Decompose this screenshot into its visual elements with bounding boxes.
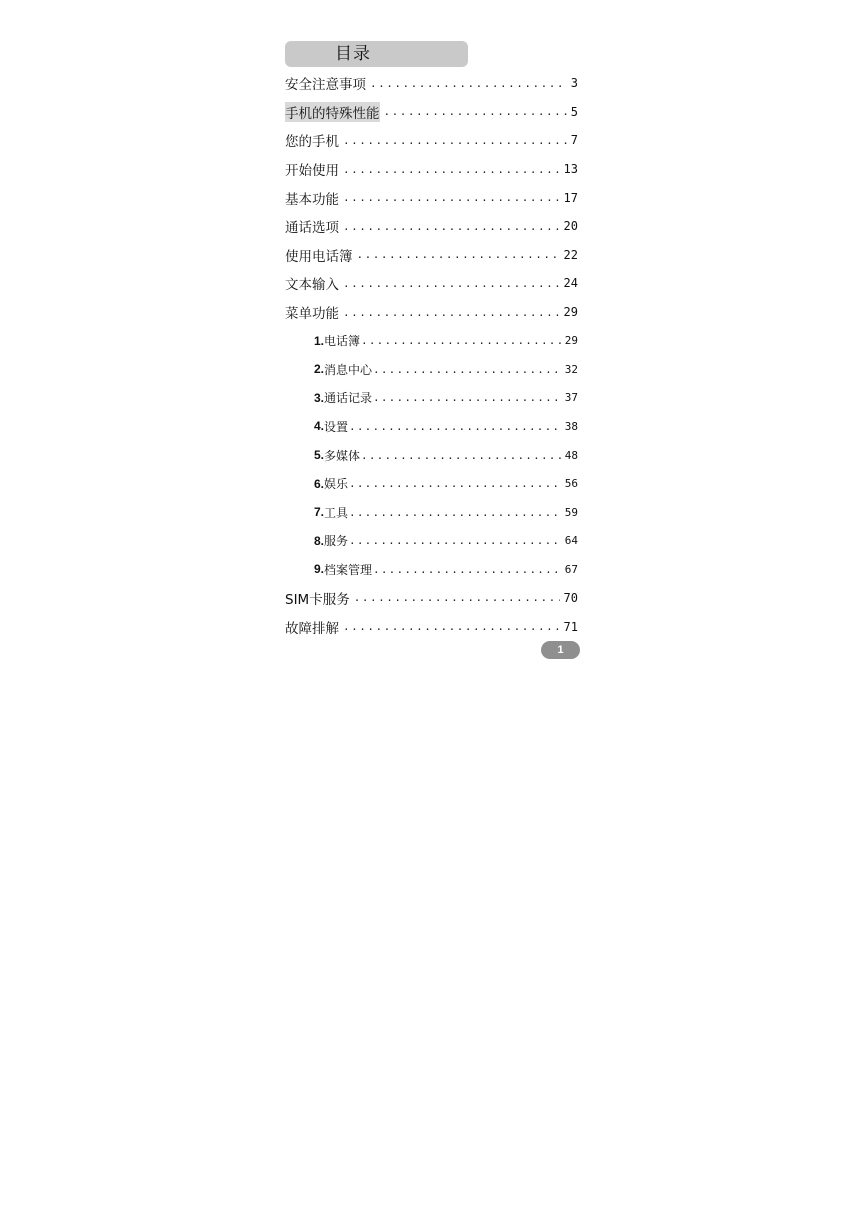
- dot-leader: [349, 534, 561, 547]
- toc-subentry-number: 5.: [314, 448, 325, 463]
- toc-subentry[interactable]: [285, 326, 578, 355]
- toc-subentry-title: 档案管理: [324, 562, 373, 577]
- toc-entry-title: 使用电话簿: [285, 248, 353, 265]
- dot-leader: [343, 277, 560, 290]
- toc-entry[interactable]: [285, 155, 578, 184]
- toc-entry-title: 安全注意事项: [285, 77, 366, 94]
- toc-entry-title: 菜单功能: [285, 306, 339, 323]
- toc-subentry-title: 消息中心: [324, 362, 373, 377]
- toc-subentry-number: 3.: [314, 390, 325, 405]
- dot-leader: [361, 449, 561, 462]
- toc-entry[interactable]: [285, 298, 578, 327]
- toc-entry-title: 手机的特殊性能: [285, 102, 380, 122]
- dot-leader: [357, 248, 560, 261]
- toc-entry[interactable]: [285, 612, 578, 641]
- toc-subentry-page: 32: [564, 362, 578, 376]
- toc-title: 目录: [285, 41, 468, 67]
- dot-leader: [343, 134, 567, 147]
- toc-subentry-title: 多媒体: [324, 448, 361, 463]
- toc-subentry-title: 工具: [324, 505, 349, 520]
- toc-entry[interactable]: [285, 183, 578, 212]
- toc-subentry-title: 服务: [324, 534, 349, 549]
- toc-subentry-number: 7.: [314, 505, 325, 520]
- toc-subentry-page: 56: [564, 477, 578, 491]
- toc-subentry[interactable]: [285, 555, 578, 584]
- toc-subentry[interactable]: [285, 469, 578, 498]
- toc-entry-page: 7: [570, 133, 578, 148]
- dot-leader: [343, 620, 560, 633]
- dot-leader: [343, 163, 560, 176]
- toc-subentry[interactable]: [285, 384, 578, 413]
- toc-subentry-page: 37: [564, 391, 578, 405]
- toc-subentry-page: 29: [564, 334, 578, 348]
- page-number-badge: 1: [541, 641, 580, 659]
- dot-leader: [349, 477, 561, 490]
- toc-list: [285, 69, 578, 641]
- toc-entry-page: 5: [570, 104, 578, 119]
- toc-subentry[interactable]: [285, 498, 578, 527]
- toc-subentry-page: 38: [564, 419, 578, 433]
- toc-subentry-number: 2.: [314, 362, 325, 377]
- toc-entry-page: 20: [563, 219, 578, 234]
- toc-subentry-title: 通话记录: [324, 391, 373, 406]
- toc-subentry-page: 48: [564, 448, 578, 462]
- toc-entry[interactable]: [285, 584, 578, 613]
- toc-subentry-number: 1.: [314, 333, 325, 348]
- toc-subentry-title: 设置: [324, 419, 349, 434]
- toc-entry-title: 基本功能: [285, 191, 339, 208]
- toc-entry-page: 70: [563, 590, 578, 605]
- toc-entry-title: SIM卡服务: [285, 591, 350, 608]
- toc-entry[interactable]: [285, 241, 578, 270]
- toc-subentry[interactable]: [285, 527, 578, 556]
- dot-leader: [384, 105, 567, 118]
- toc-page: [285, 41, 578, 641]
- toc-entry-page: 3: [570, 76, 578, 91]
- toc-entry-title: 通话选项: [285, 220, 339, 237]
- dot-leader: [349, 506, 561, 519]
- toc-subentry-number: 8.: [314, 533, 325, 548]
- toc-subentry[interactable]: [285, 355, 578, 384]
- toc-entry-title: 故障排解: [285, 620, 339, 637]
- toc-subentry-number: 6.: [314, 476, 325, 491]
- toc-subentry-number: 9.: [314, 562, 325, 577]
- toc-subentry[interactable]: [285, 412, 578, 441]
- toc-subentry[interactable]: [285, 441, 578, 470]
- dot-leader: [354, 591, 560, 604]
- dot-leader: [373, 563, 561, 576]
- dot-leader: [361, 334, 561, 347]
- toc-entry[interactable]: [285, 126, 578, 155]
- toc-entry[interactable]: [285, 212, 578, 241]
- dot-leader: [343, 306, 560, 319]
- dot-leader: [373, 363, 561, 376]
- dot-leader: [349, 420, 561, 433]
- toc-entry-title: 文本输入: [285, 277, 339, 294]
- toc-subentry-title: 娱乐: [324, 477, 349, 492]
- toc-subentry-page: 67: [564, 562, 578, 576]
- toc-entry-page: 17: [563, 190, 578, 205]
- toc-subentry-page: 59: [564, 505, 578, 519]
- dot-leader: [373, 391, 561, 404]
- toc-entry-title: 您的手机: [285, 134, 339, 151]
- toc-entry-page: 24: [563, 276, 578, 291]
- toc-subentry-number: 4.: [314, 419, 325, 434]
- toc-subentry-page: 64: [564, 534, 578, 548]
- toc-entry-page: 71: [563, 619, 578, 634]
- toc-entry[interactable]: [285, 269, 578, 298]
- dot-leader: [343, 220, 560, 233]
- dot-leader: [370, 77, 567, 90]
- toc-subentry-title: 电话簿: [324, 334, 361, 349]
- toc-entry[interactable]: [285, 98, 578, 127]
- toc-entry-page: 13: [563, 162, 578, 177]
- toc-entry-title: 开始使用: [285, 163, 339, 180]
- toc-entry-page: 22: [563, 247, 578, 262]
- dot-leader: [343, 191, 560, 204]
- toc-entry[interactable]: [285, 69, 578, 98]
- toc-entry-page: 29: [563, 305, 578, 320]
